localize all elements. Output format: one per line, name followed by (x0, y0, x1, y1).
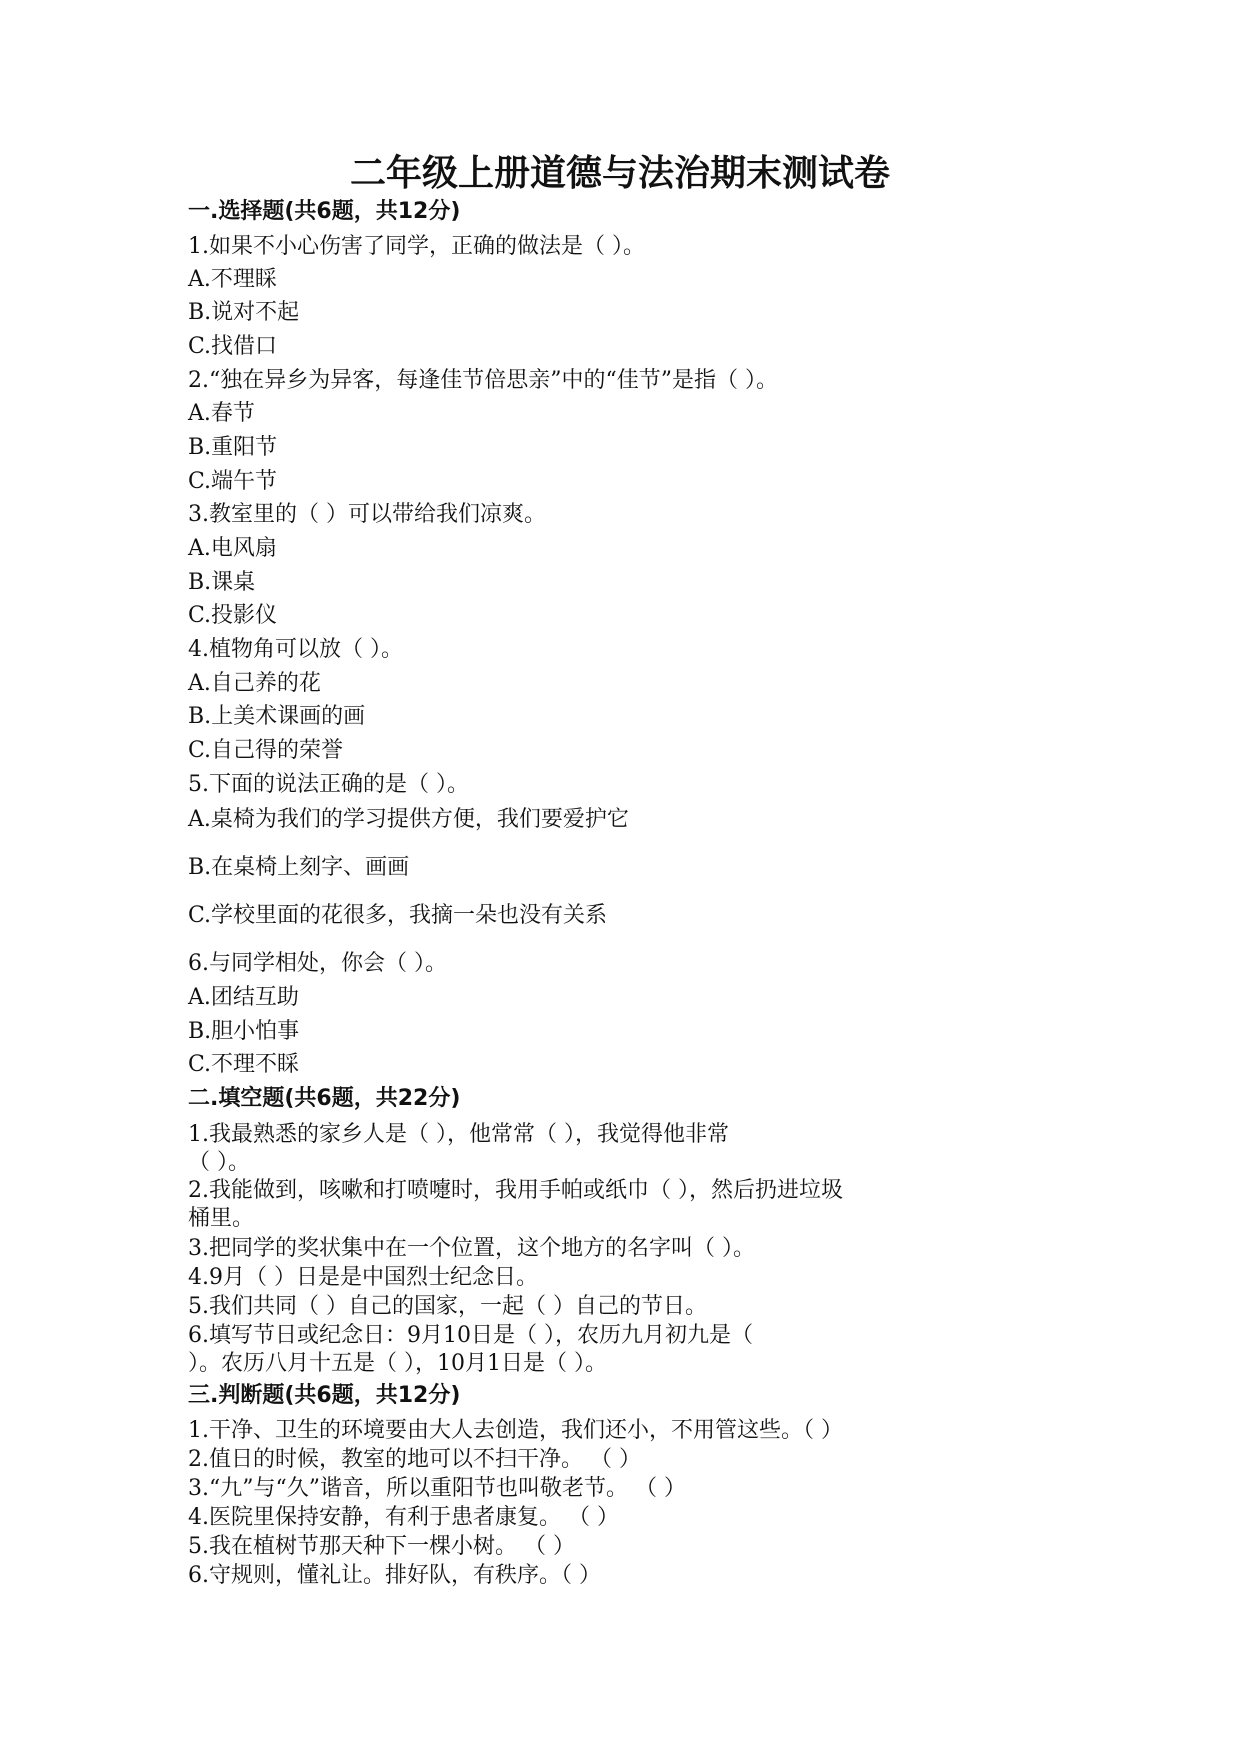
option-line: B.说对不起 (188, 300, 300, 325)
option-line: A.桌椅为我们的学习提供方便，我们要爱护它 (188, 807, 629, 832)
question-line: 2.“独在异乡为异客，每逢佳节倍思亲”中的“佳节”是指（ ）。 (188, 368, 778, 393)
option-line: A.团结互助 (188, 985, 299, 1010)
option-line: A.自己养的花 (188, 671, 321, 696)
option-line: B.在桌椅上刻字、画画 (188, 855, 410, 880)
question-line: （ ）。 (188, 1150, 250, 1175)
question-line: 5.我在植树节那天种下一棵小树。 （ ） (188, 1534, 575, 1559)
question-line: 3.教室里的（ ）可以带给我们凉爽。 (188, 502, 546, 527)
option-line: A.电风扇 (188, 536, 277, 561)
question-line: 4.植物角可以放（ ）。 (188, 637, 403, 662)
question-line: 3.把同学的奖状集中在一个位置，这个地方的名字叫（ ）。 (188, 1236, 755, 1261)
option-line: A.不理睬 (188, 267, 277, 292)
question-line: 桶里。 (188, 1206, 255, 1231)
question-line: 6.与同学相处，你会（ ）。 (188, 951, 447, 976)
question-line: 2.值日的时候，教室的地可以不扫干净。 （ ） (188, 1447, 641, 1472)
section-heading: 一.选择题(共6题，共12分) (188, 199, 461, 224)
question-line: 5.下面的说法正确的是（ ）。 (188, 772, 469, 797)
option-line: C.投影仪 (188, 603, 278, 628)
page-title: 二年级上册道德与法治期末测试卷 (349, 153, 890, 194)
question-line: 1.如果不小心伤害了同学，正确的做法是（ ）。 (188, 234, 645, 259)
option-line: C.找借口 (188, 334, 278, 359)
question-line: 4.医院里保持安静，有利于患者康复。 （ ） (188, 1505, 619, 1530)
option-line: A.春节 (188, 401, 255, 426)
option-line: B.课桌 (188, 570, 256, 595)
option-line: B.上美术课画的画 (188, 704, 366, 729)
option-line: C.端午节 (188, 469, 278, 494)
question-line: 2.我能做到，咳嗽和打喷嚏时，我用手帕或纸巾（ ），然后扔进垃圾 (188, 1178, 843, 1203)
question-line: 6.填写节日或纪念日：9月10日是（ ），农历九月初九是（ (188, 1323, 753, 1348)
question-line: 4.9月（ ）日是是中国烈士纪念日。 (188, 1265, 538, 1290)
option-line: C.不理不睬 (188, 1052, 300, 1077)
question-line: ）。农历八月十五是（ ），10月1日是（ ）。 (188, 1351, 607, 1376)
question-line: 1.我最熟悉的家乡人是（ ），他常常（ ），我觉得他非常 (188, 1122, 729, 1147)
option-line: C.自己得的荣誉 (188, 738, 344, 763)
question-line: 6.守规则，懂礼让。排好队，有秩序。（ ） (188, 1563, 601, 1588)
option-line: B.胆小怕事 (188, 1019, 300, 1044)
option-line: C.学校里面的花很多，我摘一朵也没有关系 (188, 903, 608, 928)
question-line: 1.干净、卫生的环境要由大人去创造，我们还小，不用管这些。（ ） (188, 1418, 843, 1443)
option-line: B.重阳节 (188, 435, 278, 460)
section-heading: 二.填空题(共6题，共22分) (188, 1086, 461, 1111)
section-heading: 三.判断题(共6题，共12分) (188, 1383, 461, 1408)
question-line: 5.我们共同（ ）自己的国家，一起（ ）自己的节日。 (188, 1294, 707, 1319)
question-line: 3.“九”与“久”谐音，所以重阳节也叫敬老节。 （ ） (188, 1476, 686, 1501)
